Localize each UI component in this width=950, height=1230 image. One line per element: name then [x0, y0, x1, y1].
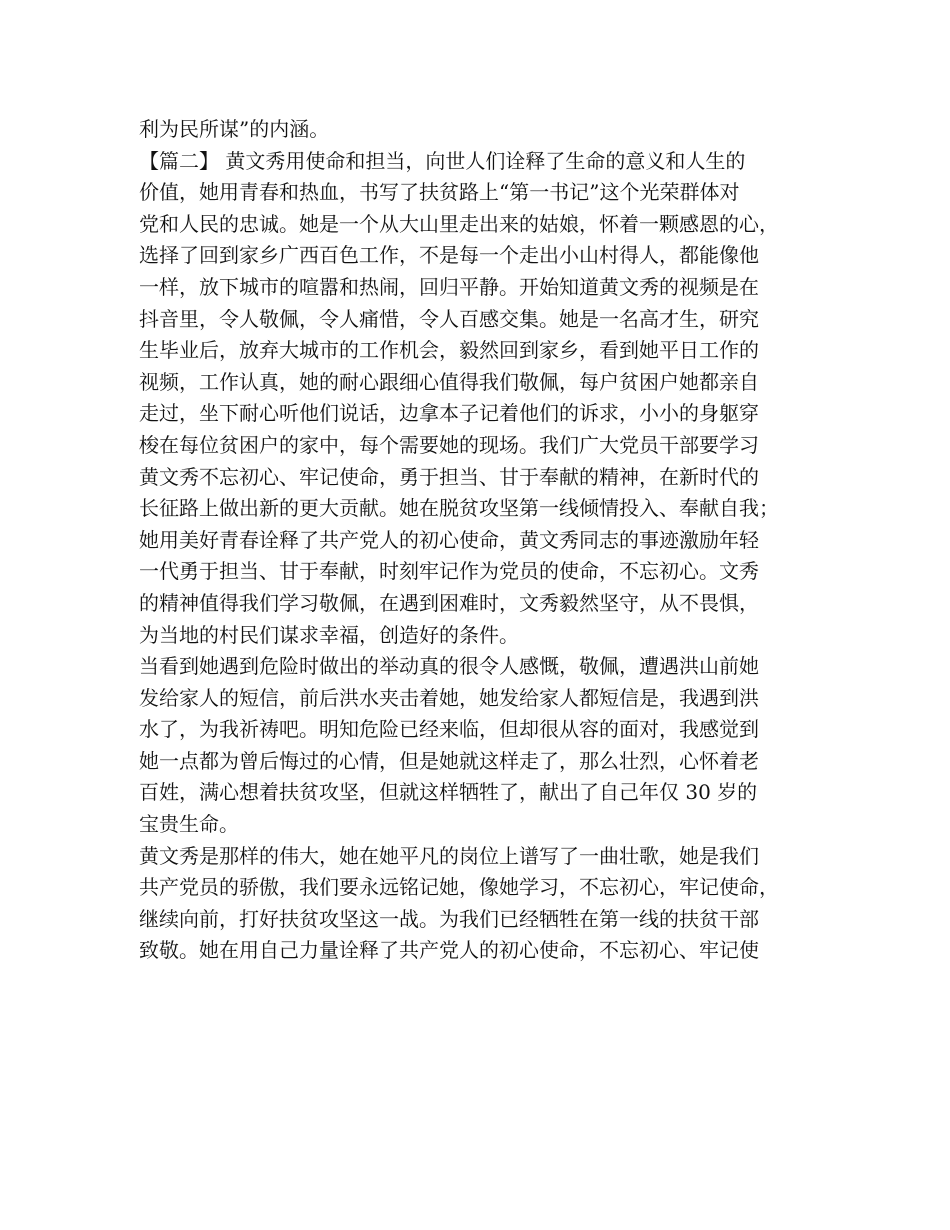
text-line: 她用美好青春诠释了共产党人的初心使命，黄文秀同志的事迹激励年轻 — [139, 527, 759, 552]
text-line: 一样，放下城市的喧嚣和热闹，回归平静。开始知道黄文秀的视频是在 — [139, 274, 759, 299]
text-line: 共产党员的骄傲，我们要永远铭记她，像她学习，不忘初心，牢记使命， — [139, 875, 779, 900]
text-line: 当看到她遇到危险时做出的举动真的很令人感慨，敬佩，遭遇洪山前她 — [139, 654, 759, 679]
text-line: 致敬。她在用自己力量诠释了共产党人的初心使命，不忘初心、牢记使 — [139, 938, 759, 963]
text-line: 水了，为我祈祷吧。明知危险已经来临，但却很从容的面对，我感觉到 — [139, 717, 759, 742]
text-line: 为当地的村民们谋求幸福，创造好的条件。 — [139, 622, 519, 647]
text-line: 【篇二】 黄文秀用使命和担当，向世人们诠释了生命的意义和人生的 — [139, 148, 746, 173]
text-line: 发给家人的短信，前后洪水夹击着她，她发给家人都短信是，我遇到洪 — [139, 685, 759, 710]
text-line: 她一点都为曾后悔过的心情，但是她就这样走了，那么壮烈，心怀着老 — [139, 748, 759, 773]
document-body — [139, 114, 829, 967]
text-line: 梭在每位贫困户的家中，每个需要她的现场。我们广大党员干部要学习 — [139, 432, 759, 457]
text-line: 生毕业后，放弃大城市的工作机会，毅然回到家乡，看到她平日工作的 — [139, 338, 759, 363]
text-line: 的精神值得我们学习敬佩，在遇到困难时，文秀毅然坚守，从不畏惧， — [139, 590, 759, 615]
text-line: 百姓，满心想着扶贫攻坚，但就这样牺牲了，献出了自己年仅 30 岁的 — [139, 780, 758, 805]
text-line: 继续向前，打好扶贫攻坚这一战。为我们已经牺牲在第一线的扶贫干部 — [139, 906, 759, 931]
text-line: 抖音里，令人敬佩，令人痛惜，令人百感交集。她是一名高才生，研究 — [139, 306, 759, 331]
text-line: 长征路上做出新的更大贡献。她在脱贫攻坚第一线倾情投入、奉献自我； — [139, 496, 779, 521]
text-line: 选择了回到家乡广西百色工作，不是每一个走出小山村得人，都能像他 — [139, 243, 759, 268]
text-line: 党和人民的忠诚。她是一个从大山里走出来的姑娘，怀着一颗感恩的心， — [139, 211, 779, 236]
text-line: 一代勇于担当、甘于奉献，时刻牢记作为党员的使命，不忘初心。文秀 — [139, 559, 759, 584]
text-line: 视频，工作认真，她的耐心跟细心值得我们敬佩，每户贫困户她都亲自 — [139, 369, 759, 394]
text-line: 黄文秀是那样的伟大，她在她平凡的岗位上谱写了一曲壮歌，她是我们 — [139, 843, 759, 868]
text-line: 走过，坐下耐心听他们说话，边拿本子记着他们的诉求，小小的身躯穿 — [139, 401, 759, 426]
text-line: 价值，她用青春和热血，书写了扶贫路上“第一书记”这个光荣群体对 — [139, 180, 740, 205]
text-line: 宝贵生命。 — [139, 812, 239, 837]
text-line: 利为民所谋”的内涵。 — [139, 117, 330, 141]
text-line: 黄文秀不忘初心、牢记使命，勇于担当、甘于奉献的精神，在新时代的 — [139, 464, 759, 489]
